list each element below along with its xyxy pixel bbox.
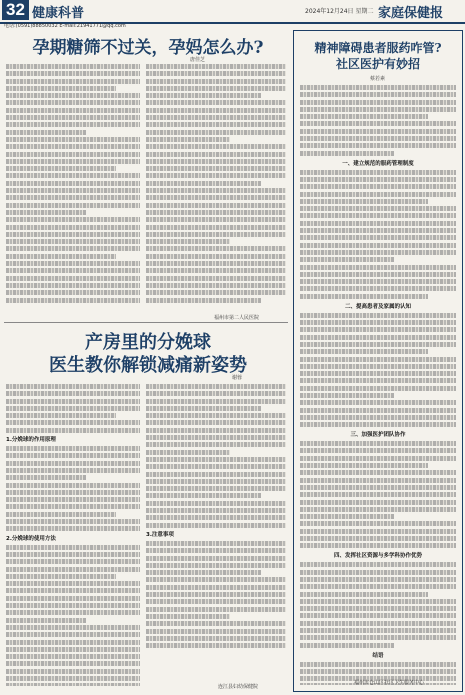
article3-box [293,30,463,692]
article1-source: 福州市第二人民医院 [214,315,260,321]
article2-subhead-3: 3.注意事项 [146,531,174,538]
article3-headline-line1: 精神障碍患者服药咋管? [314,41,442,55]
article3-body [300,85,456,685]
article2-source: 连江县妇幼保健院 [218,684,259,690]
article1-byline: 唐佳芝 [190,57,206,63]
article3-subhead-2: 二、提高患者及家属的认知 [344,303,411,310]
article3-headline-line2: 社区医护有妙招 [335,57,420,71]
article3-byline: 蔡若素 [370,76,386,82]
article1-column-1 [6,64,140,309]
article1-column-2 [146,64,286,309]
article3-subhead-4: 四、发挥社区资源与多学科协作优势 [333,553,422,560]
article2-headline-line1: 产房里的分娩球 [85,332,211,353]
article3-source: 福州市仓山区社区卫生服务中心 [354,680,425,686]
page-header [0,0,465,24]
editor-info: 电话:(0591)88850032 E-mail:21941771@qq.com [4,23,126,29]
article3-subhead-3: 三、加强医护团队协作 [350,432,406,439]
article2-subhead-2: 2.分娩球的使用方法 [6,535,56,542]
section-title: 健康科普 [32,6,85,21]
publication-name: 家庭保健报 [378,6,444,21]
article1-headline: 孕期糖筛不过关，孕妈怎么办? [32,38,264,58]
article3-conclusion-label: 结语 [372,652,384,659]
page-number: 32 [2,0,29,20]
article2-column-2 [146,384,286,680]
article2-headline-line2: 医生教你解锁减痛新姿势 [49,355,247,376]
article2-column-1 [6,384,140,686]
article2-subhead-1: 1.分娩球的作用原理 [6,437,56,444]
article2-byline: 谢蓉 [232,375,243,381]
issue-date: 2024年12月24日 星期二 [305,8,374,15]
article3-subhead-1: 一、建立规范的服药管理制度 [342,160,414,167]
